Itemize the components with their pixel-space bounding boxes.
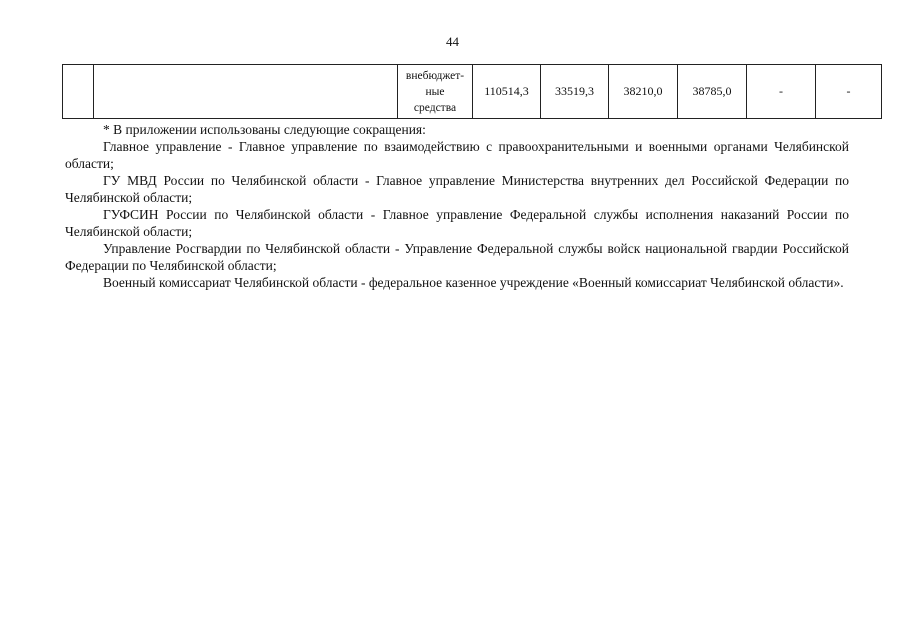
notes-intro: * В приложении использованы следующие сокращения: bbox=[103, 122, 426, 137]
page-number: 44 bbox=[446, 34, 459, 49]
table-cell-value: 38785,0 bbox=[678, 65, 747, 119]
abbreviation-item: ГУФСИН России по Челябинской области - Главное управление Федеральной службы исполнения наказаний России по Челябинской области; bbox=[65, 207, 849, 239]
table-cell-value: - bbox=[747, 65, 816, 119]
abbreviation-item: ГУ МВД России по Челябинской области - Главное управление Министерства внутренних дел Российской Федерации по Челябинской области; bbox=[65, 173, 849, 205]
budget-table bbox=[62, 64, 882, 119]
abbreviations-notes bbox=[65, 121, 849, 291]
table-cell-value: 38210,0 bbox=[609, 65, 678, 119]
abbreviation-item: Главное управление - Главное управление по взаимодействию с правоохранительными и военными органами Челябинской области; bbox=[65, 139, 849, 171]
abbreviation-item: Управление Росгвардии по Челябинской области - Управление Федеральной службы войск национальной гвардии Российской Федерации по Челябинской области; bbox=[65, 241, 849, 273]
table-cell-value: - bbox=[816, 65, 882, 119]
table-cell-total: 110514,3 bbox=[473, 65, 541, 119]
table-cell-funding-source: внебюджет- ные средства bbox=[398, 65, 473, 119]
table-row bbox=[63, 65, 882, 119]
table-cell-value: 33519,3 bbox=[541, 65, 609, 119]
abbreviation-item: Военный комиссариат Челябинской области - федеральное казенное учреждение «Военный комиссариат Челябинской области». bbox=[103, 275, 844, 290]
table-cell-number bbox=[63, 65, 94, 119]
table-cell-name bbox=[94, 65, 398, 119]
